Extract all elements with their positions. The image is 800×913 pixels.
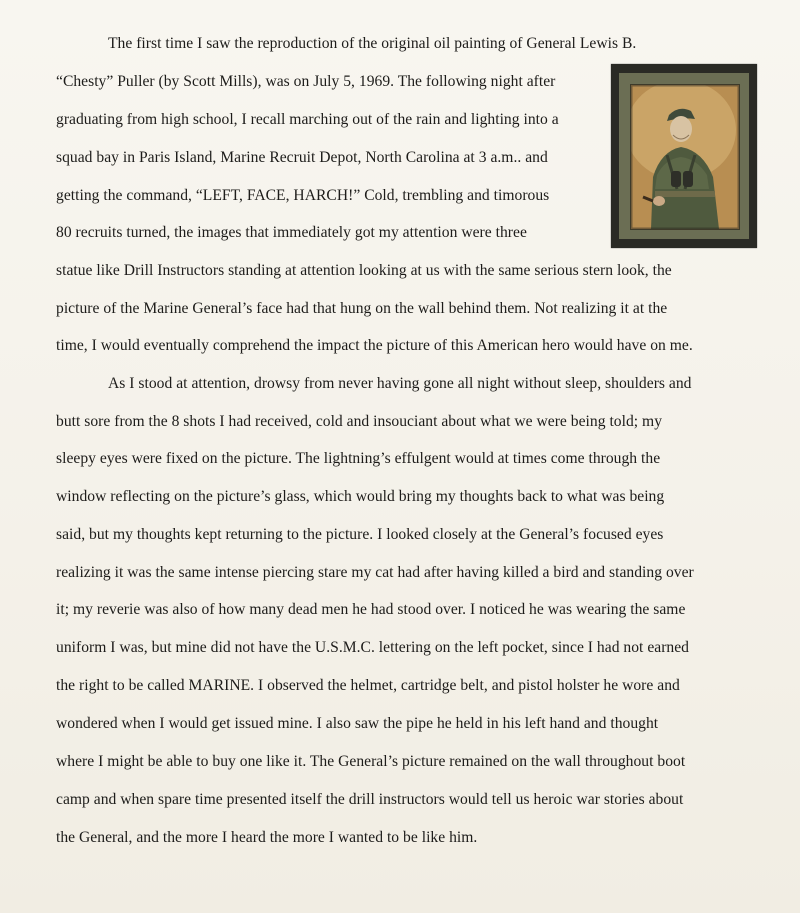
- text-line: camp and when spare time presented itself the drill instructors would tell us heroic war stories about: [56, 791, 684, 808]
- text-line: graduating from high school, I recall marching out of the rain and lighting into a: [56, 111, 559, 128]
- photo-mat: [619, 73, 749, 239]
- text-line: 80 recruits turned, the images that immediately got my attention were three: [56, 224, 527, 241]
- text-line: squad bay in Paris Island, Marine Recruit Depot, North Carolina at 3 a.m.. and: [56, 149, 548, 166]
- text-line: statue like Drill Instructors standing at attention looking at us with the same serious stern look, the: [56, 262, 672, 279]
- text-line: getting the command, “LEFT, FACE, HARCH!” Cold, trembling and timorous: [56, 187, 550, 204]
- text-line: the right to be called MARINE. I observed the helmet, cartridge belt, and pistol holster he wore and: [56, 677, 680, 694]
- text-line: window reflecting on the picture’s glass, which would bring my thoughts back to what was being: [56, 488, 665, 505]
- text-line: it; my reverie was also of how many dead men he had stood over. I noticed he was wearing the same: [56, 601, 686, 618]
- text-line: butt sore from the 8 shots I had received, cold and insouciant about what we were being told; my: [56, 413, 663, 430]
- text-line: realizing it was the same intense piercing stare my cat had after having killed a bird and standing over: [56, 564, 694, 581]
- framed-portrait-photo: [611, 64, 757, 248]
- text-line: said, but my thoughts kept returning to the picture. I looked closely at the General’s focused eyes: [56, 526, 664, 543]
- text-line: As I stood at attention, drowsy from never having gone all night without sleep, shoulders and: [108, 375, 692, 392]
- general-portrait-image: [631, 85, 739, 229]
- text-line: picture of the Marine General’s face had that hung on the wall behind them. Not realizing it at the: [56, 300, 668, 317]
- text-line: where I might be able to buy one like it. The General’s picture remained on the wall throughout boot: [56, 753, 686, 770]
- text-line: wondered when I would get issued mine. I also saw the pipe he held in his left hand and thought: [56, 715, 659, 732]
- text-line: “Chesty” Puller (by Scott Mills), was on July 5, 1969. The following night after: [56, 73, 556, 90]
- text-line: the General, and the more I heard the more I wanted to be like him.: [56, 829, 478, 846]
- text-line: uniform I was, but mine did not have the U.S.M.C. lettering on the left pocket, since I had not earned: [56, 639, 689, 656]
- text-line: The first time I saw the reproduction of the original oil painting of General Lewis B.: [108, 35, 637, 52]
- text-line: time, I would eventually comprehend the impact the picture of this American hero would have on me.: [56, 337, 693, 354]
- text-line: sleepy eyes were fixed on the picture. The lightning’s effulgent would at times come through the: [56, 450, 661, 467]
- portrait-photo-icon: [630, 84, 740, 230]
